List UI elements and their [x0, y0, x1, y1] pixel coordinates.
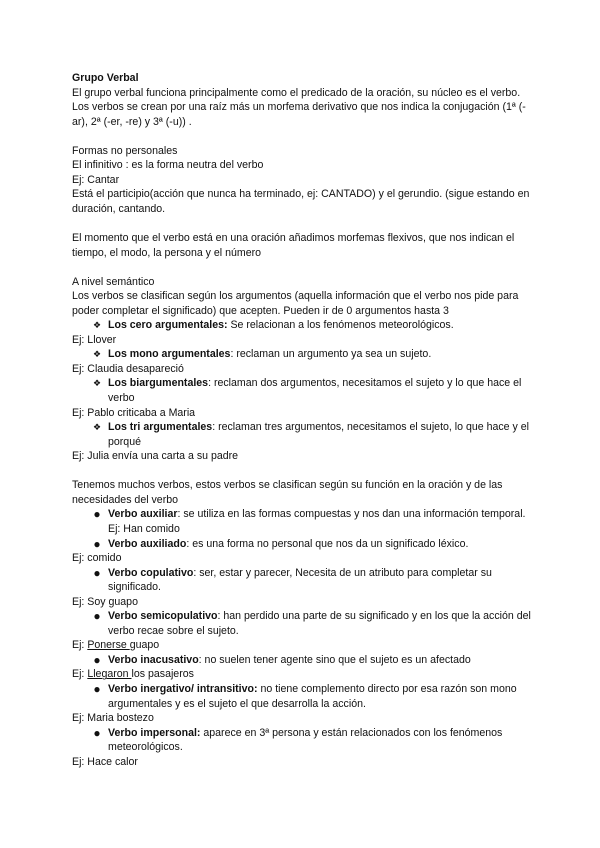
semantico-intro: Los verbos se clasifican según los argumentos (aquella información que el verbo nos pide para poder completar el significado) que acepten. Pueden ir de 0 argumentos hasta 3 — [72, 290, 519, 317]
diamond-bullet-icon: ❖ — [92, 422, 102, 433]
item-description: : ser, estar y parecer, Necesita de un atributo para completar su significado. — [108, 566, 492, 594]
document-title: Grupo Verbal — [72, 72, 139, 84]
example-rest: guapo — [129, 639, 160, 652]
infinitivo-line: El infinitivo : es la forma neutra del verbo — [72, 159, 264, 172]
formas-heading: Formas no personales — [72, 144, 178, 157]
item-term: Verbo auxiliado — [108, 537, 187, 550]
diamond-bullet-icon: ❖ — [92, 378, 102, 389]
item-description: : reclaman dos argumentos, necesitamos el sujeto y lo que hace el verbo — [108, 377, 522, 405]
bullet-dot-icon: ● — [93, 681, 101, 696]
item-description: aparece en 3ª persona y están relacionados con los fenómenos meteorológicos. — [108, 726, 503, 754]
item-example: Ej: Pablo criticaba a Maria — [72, 406, 196, 419]
list-item — [72, 537, 532, 552]
bullet-dot-icon: ● — [93, 652, 101, 667]
funcion-intro: Tenemos muchos verbos, estos verbos se clasifican según su función en la oración y de las necesidades del verbo — [72, 479, 503, 506]
item-example: Ej: Maria bostezo — [72, 712, 154, 725]
item-term: Los biargumentales — [108, 377, 209, 390]
item-example — [72, 638, 532, 653]
bullet-dot-icon: ● — [93, 565, 101, 580]
document-body — [72, 71, 532, 769]
bullet-dot-icon: ● — [93, 507, 101, 522]
item-term: Verbo inacusativo — [108, 653, 199, 666]
intro-paragraph: El grupo verbal funciona principalmente como el predicado de la oración, su núcleo es el verbo. Los verbos se crean por una raíz más un morfema derivativo que nos indica la conjugación (1ª (-ar), 2ª (-er, -re) y 3ª (-u)) . — [72, 86, 526, 128]
item-example: Ej: Julia envía una carta a su padre — [72, 450, 239, 463]
item-term: Los cero argumentales: — [108, 319, 228, 332]
example-underlined: Llegaron — [87, 668, 132, 681]
diamond-bullet-icon: ❖ — [92, 349, 102, 360]
item-example: Ej: Claudia desapareció — [72, 362, 184, 375]
diamond-bullet-icon: ❖ — [92, 320, 102, 331]
item-description: : se utiliza en las formas compuestas y nos dan una información temporal. Ej: Han comido — [108, 508, 526, 535]
bullet-dot-icon: ● — [93, 536, 101, 551]
item-example: Ej: Soy guapo — [72, 595, 138, 608]
item-term: Los tri argumentales — [108, 421, 213, 434]
example-prefix: Ej: — [72, 639, 88, 652]
spacer — [72, 216, 532, 231]
item-description: : no suelen tener agente sino que el sujeto es un afectado — [198, 653, 471, 666]
item-term: Verbo copulativo — [108, 566, 194, 579]
list-item — [72, 566, 532, 595]
item-term: Los mono argumentales — [108, 348, 231, 361]
list-item — [72, 318, 532, 333]
item-example: Ej: comido — [72, 552, 122, 565]
list-item — [72, 420, 532, 449]
item-description: : reclaman un argumento ya sea un sujeto. — [230, 348, 432, 361]
item-description: : reclaman tres argumentos, necesitamos el sujeto, lo que hace y el porqué — [108, 421, 530, 448]
item-example: Ej: Hace calor — [72, 755, 138, 768]
item-example: Ej: Llover — [72, 333, 117, 346]
item-description: : han perdido una parte de su significado y en los que la acción del verbo recae sobre el sujeto. — [108, 610, 531, 637]
participio-paragraph: Está el participio(acción que nunca ha terminado, ej: CANTADO) y el gerundio. (sigue estando en duración, cantando. — [72, 188, 530, 215]
semantico-heading: A nivel semántico — [72, 275, 155, 288]
example-prefix: Ej: — [72, 668, 88, 681]
list-item — [72, 653, 532, 668]
item-description: : es una forma no personal que nos da un significado léxico. — [186, 537, 469, 550]
list-item — [72, 726, 532, 755]
item-example — [72, 667, 532, 682]
spacer — [72, 260, 532, 275]
list-item — [72, 507, 532, 536]
list-item — [72, 376, 532, 405]
item-description: Se relacionan a los fenómenos meteorológicos. — [227, 319, 454, 332]
bullet-dot-icon: ● — [93, 725, 101, 740]
bullet-dot-icon: ● — [93, 609, 101, 624]
item-term: Verbo auxiliar — [108, 508, 178, 521]
item-description: no tiene complemento directo por esa razón son mono argumentales y es el sujeto el que desarrolla la acción. — [108, 682, 517, 710]
example-underlined: Ponerse — [87, 639, 130, 652]
item-term: Verbo inergativo/ intransitivo: — [108, 682, 258, 695]
list-item — [72, 347, 532, 362]
item-term: Verbo impersonal: — [108, 726, 201, 739]
item-term: Verbo semicopulativo — [108, 610, 218, 623]
infinitivo-example: Ej: Cantar — [72, 173, 120, 186]
spacer — [72, 129, 532, 144]
list-item — [72, 682, 532, 711]
example-rest: los pasajeros — [131, 668, 194, 681]
spacer — [72, 464, 532, 479]
momento-paragraph: El momento que el verbo está en una oración añadimos morfemas flexivos, que nos indican el tiempo, el modo, la persona y el número — [72, 232, 515, 259]
list-item — [72, 609, 532, 638]
